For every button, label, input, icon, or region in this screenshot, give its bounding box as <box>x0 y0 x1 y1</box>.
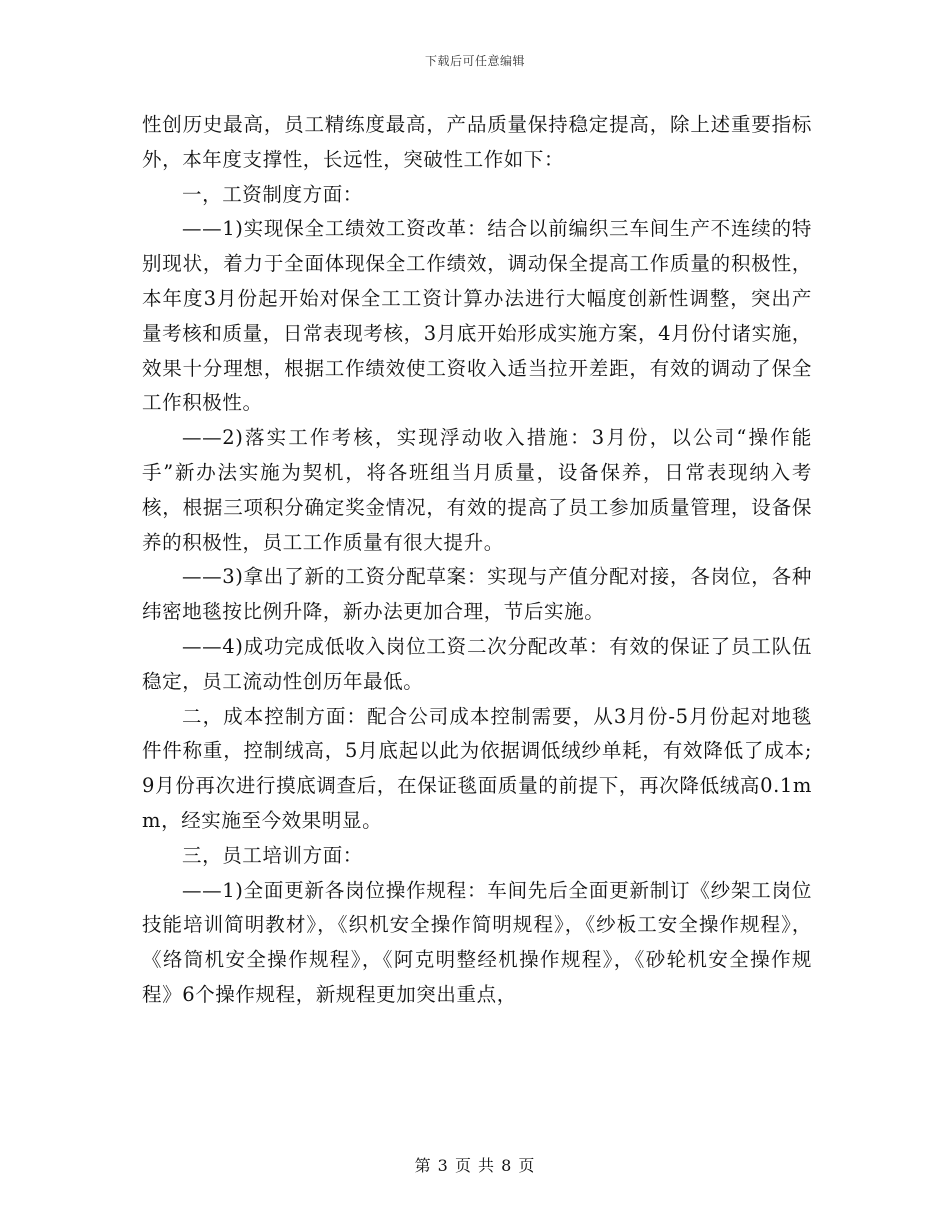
document-body <box>142 108 812 1013</box>
paragraph-cost-control: 二，成本控制方面：配合公司成本控制需要，从3月份-5月份起对地毯件件称重，控制绒高，5月底起以此为依据调低绒纱单耗，有效降低了成本;9月份再次进行摸底调查后，在保证毯面质量的前提下，再次降低绒高0.1mm，经实施至今效果明显。 <box>142 704 812 832</box>
paragraph-wage-item-2: ——2)落实工作考核，实现浮动收入措施：3月份，以公司“操作能手”新办法实施为契机，将各班组当月质量，设备保养，日常表现纳入考核，根据三项积分确定奖金情况，有效的提高了员工参加质量管理，设备保养的积极性，员工工作质量有很大提升。 <box>142 426 812 554</box>
paragraph-wage-item-4: ——4)成功完成低收入岗位工资二次分配改革：有效的保证了员工队伍稳定，员工流动性创历年最低。 <box>142 634 812 693</box>
paragraph-wage-item-1: ——1)实现保全工绩效工资改革：结合以前编织三车间生产不连续的特别现状，着力于全面体现保全工作绩效，调动保全提高工作质量的积极性，本年度3月份起开始对保全工工资计算办法进行大幅度创新性调整，突出产量考核和质量，日常表现考核，3月底开始形成实施方案，4月份付诸实施，效果十分理想，根据工作绩效使工资收入适当拉开差距，有效的调动了保全工作积极性。 <box>142 217 812 415</box>
page-number-label: 第 3 页 共 8 页 <box>414 1156 536 1175</box>
page-header: 下载后可任意编辑 <box>424 54 525 68</box>
page-footer <box>0 1153 950 1176</box>
paragraph-training-item-1: ——1)全面更新各岗位操作规程：车间先后全面更新制订《纱架工岗位技能培训简明教材》，《织机安全操作简明规程》，《纱板工安全操作规程》，《络筒机安全操作规程》，《阿克明整经机操作规程》，《砂轮机安全操作规程》6个操作规程，新规程更加突出重点， <box>142 878 812 1006</box>
section-heading-training: 三，员工培训方面： <box>182 843 363 867</box>
paragraph-wage-item-3: ——3)拿出了新的工资分配草案：实现与产值分配对接，各岗位，各种纬密地毯按比例升降，新办法更加合理，节后实施。 <box>142 565 812 624</box>
paragraph-intro: 性创历史最高，员工精练度最高，产品质量保持稳定提高，除上述重要指标外，本年度支撑性，长远性，突破性工作如下： <box>142 113 812 171</box>
section-heading-wage-system: 一，工资制度方面： <box>182 182 363 206</box>
